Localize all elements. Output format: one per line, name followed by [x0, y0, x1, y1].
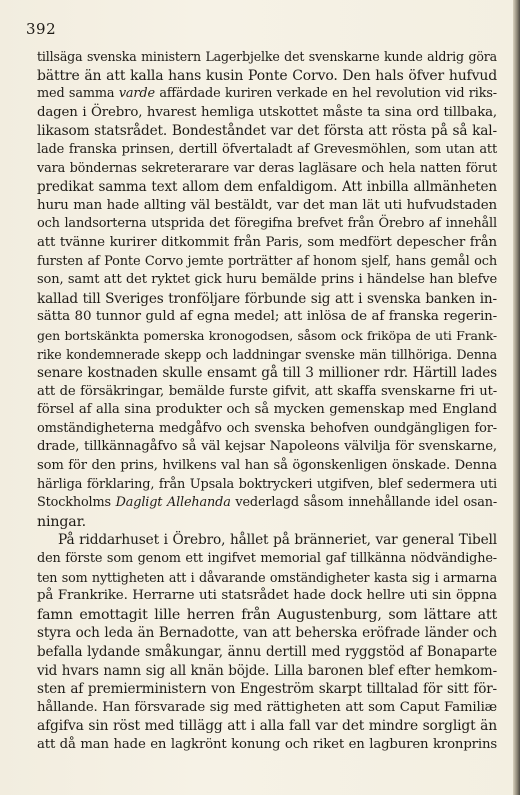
- text-line: omständigheterna medgåfvo och svenska behofven oundgängligen for-: [37, 420, 497, 436]
- text-segment: affärdade kuriren verkade en hel revolution vid riks-: [154, 86, 497, 102]
- text-line: den förste som genom ett ingifvet memorial gaf tillkänna nödvändighe-: [37, 551, 497, 567]
- italic-title: Dagligt Allehanda: [115, 495, 231, 511]
- text-line: ningar.: [37, 513, 87, 530]
- text-line: son, samt att det ryktet gick huru bemälde prins i händelse han blefve: [37, 272, 497, 288]
- text-line: befalla lydande småkungar, ännu dertill med ryggstöd af Bonaparte: [37, 644, 497, 660]
- text-line: På riddarhuset i Örebro, hållet på bränneriet, var general Tibell: [58, 532, 497, 549]
- text-line: fursten af Ponte Corvo jemte porträtter af honom sjelf, hans gemål och: [37, 253, 497, 269]
- text-line: bättre än att kalla hans kusin Ponte Corvo. Den hals öfver hufvud: [37, 67, 497, 84]
- text-line: huru man hade allting väl bestäldt, var det man lät uti hufvudstaden: [37, 197, 497, 213]
- text-line: och landsorterna utsprida det föregifna brefvet från Örebro af innehåll: [37, 216, 497, 232]
- text-line: hållande. Han försvarade sig med rättigheten att som Caput Familiæ: [37, 699, 497, 715]
- text-line: afgifva sin röst med tillägg att i alla fall var det mindre sorgligt än: [37, 718, 497, 735]
- text-line: ten som nyttigheten att i dåvarande omständigheter kasta sig i armarna: [37, 569, 497, 585]
- text-segment: vederlagd såsom innehållande idel osan-: [230, 495, 497, 511]
- text-line: som för den prins, hvilkens val han så ögonskenligen önskade. Denna: [37, 458, 497, 474]
- text-line: vid hvars namn sig all knän böjde. Lilla baronen blef efter hemkom-: [37, 662, 497, 679]
- italic-title: varde: [118, 86, 155, 102]
- text-line: drade, tillkännagåfvo så väl kejsar Napoleons välvilja för svenskarne,: [37, 439, 497, 455]
- text-line: kallad till Sveriges tronföljare förbunde sig att i svenska banken in-: [37, 290, 497, 307]
- text-line: likasom statsrådet. Bondeståndet var det första att rösta på så kal-: [37, 123, 497, 140]
- text-line: lade franska prinsen, dertill öfvertaladt af Grevesmöhlen, som utan att: [37, 141, 497, 157]
- text-line: härliga förklaring, från Upsala boktryckeri utgifven, blef sedermera uti: [37, 476, 497, 492]
- page-number: 392: [26, 20, 57, 38]
- text-line: att då man hade en lagkrönt konung och riket en lagburen kronprins: [37, 736, 497, 752]
- text-line: rike kondemnerade skepp och laddningar svenske män tillhöriga. Denna: [37, 346, 497, 362]
- text-line: att de försäkringar, bemälde furste gifvit, att skaffa svenskarne fri ut-: [37, 383, 497, 399]
- text-line: att tvänne kurirer ditkommit från Paris, som medfört depescher från: [37, 234, 497, 250]
- text-line: tillsäga svenska ministern Lagerbjelke det svenskarne kunde aldrig göra: [37, 49, 497, 64]
- text-line: [37, 85, 497, 104]
- text-line: senare kostnaden skulle ensamt gå till 3 millioner rdr. Härtill lades: [37, 365, 497, 382]
- text-line: styra och leda än Bernadotte, van att beherska eröfrade länder och: [37, 625, 497, 642]
- body-text: [37, 48, 497, 755]
- text-line: [37, 494, 497, 513]
- text-segment: med samma: [37, 86, 119, 102]
- text-line: dagen i Örebro, hvarest hemliga utskottet måste ta sina ord tillbaka,: [37, 104, 497, 120]
- text-line: på Frankrike. Herrarne uti statsrådet hade dock hellre uti sin öppna: [37, 588, 497, 604]
- text-line: vara böndernas sekreterarare var deras lagläsare och hela natten förut: [37, 160, 497, 176]
- page-edge-shadow: [513, 0, 520, 795]
- text-segment: Stockholms: [37, 495, 116, 511]
- text-line: gen bortskänkta pomerska kronogodsen, såsom ock friköpa de uti Frank-: [37, 327, 497, 343]
- text-line: sätta 80 tunnor guld af egna medel; att inlösa de af franska regerin-: [37, 309, 497, 325]
- text-line: predikat samma text allom dem enfaldigom. Att inbilla allmänheten: [37, 179, 497, 196]
- text-line: famn emottagit lille herren från Augustenburg, som lättare att: [37, 606, 497, 623]
- text-line: sten af premierministern von Engeström skarpt tilltalad för sitt för-: [37, 681, 497, 698]
- text-line: försel af alla sina produkter och så mycken gemenskap med England: [37, 402, 497, 418]
